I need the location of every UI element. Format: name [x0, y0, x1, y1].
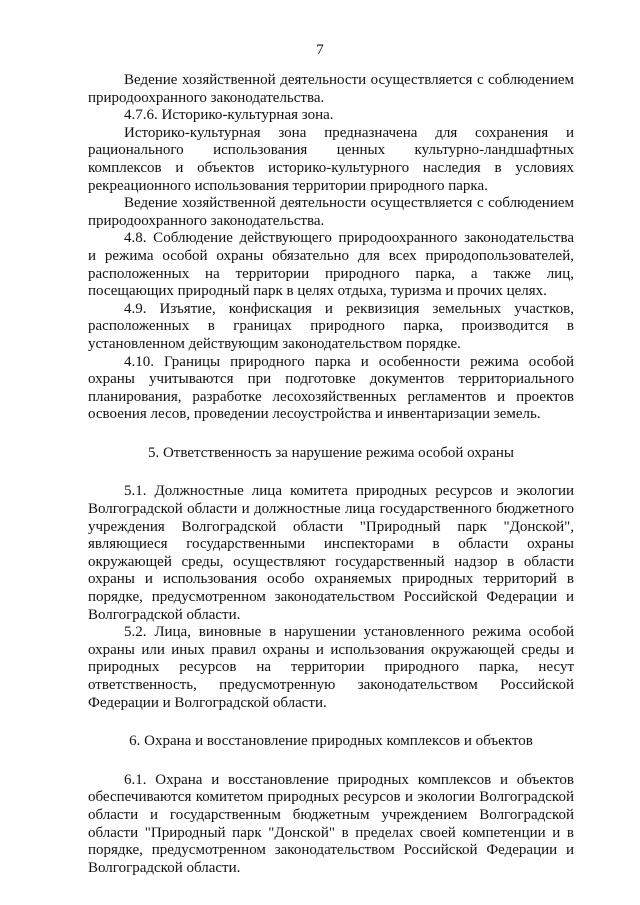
- paragraph: 5.2. Лица, виновные в нарушении установленного режима особой охраны или иных правил охраны и использования окружающей среды и природных ресурсов на территории природного парка, несут ответственность, предусмотренную законодательством Российской Федерации и Волгоградской области.: [88, 624, 574, 711]
- section-heading: 6. Охрана и восстановление природных комплексов и объектов: [129, 733, 533, 750]
- paragraph: 4.8. Соблюдение действующего природоохранного законодательства и режима особой охраны обязательно для всех природопользователей, расположенных на территории природного парка, а также лиц, посещающих природный парк в целях отдыха, туризма и прочих целях.: [88, 230, 574, 300]
- paragraph: 4.10. Границы природного парка и особенности режима особой охраны учитываются при подготовке документов территориального планирования, разработке лесохозяйственных регламентов и проектов освоения лесов, проведении лесоустройства и инвентаризации земель.: [88, 353, 574, 423]
- paragraph: 5.1. Должностные лица комитета природных ресурсов и экологии Волгоградской области и должностные лица государственного бюджетного учреждения Волгоградской области "Природный парк "Донской", являющиеся государственными инспекторами в области охраны окружающей среды, осуществляют государственный надзор в области охраны и использования особо охраняемых природных территорий в порядке, предусмотренном законодательством Российской Федерации и Волгоградской области.: [88, 483, 574, 623]
- section-heading: 5. Ответственность за нарушение режима особой охраны: [147, 444, 515, 461]
- paragraph: Историко-культурная зона предназначена для сохранения и рационального использования ценных культурно-ландшафтных комплексов и объектов историко-культурного наследия в условиях рекреационного использования территории природного парка.: [88, 124, 574, 194]
- document-body: [88, 72, 574, 877]
- paragraph: Ведение хозяйственной деятельности осуществляется с соблюдением природоохранного законодательства.: [88, 195, 574, 229]
- paragraph: 4.9. Изъятие, конфискация и реквизиция земельных участков, расположенных в границах природного парка, производится в установленном действующим законодательством порядке.: [88, 300, 574, 352]
- page-number: 7: [316, 42, 324, 58]
- paragraph: Ведение хозяйственной деятельности осуществляется с соблюдением природоохранного законодательства.: [88, 72, 574, 106]
- paragraph: 6.1. Охрана и восстановление природных комплексов и объектов обеспечиваются комитетом природных ресурсов и экологии Волгоградской области и государственным бюджетным учреждением Волгоградской области "Природный парк "Донской" в пределах своей компетенции и в порядке, предусмотренном законодательством Российской Федерации и Волгоградской области.: [88, 771, 574, 876]
- paragraph: 4.7.6. Историко-культурная зона.: [124, 107, 334, 124]
